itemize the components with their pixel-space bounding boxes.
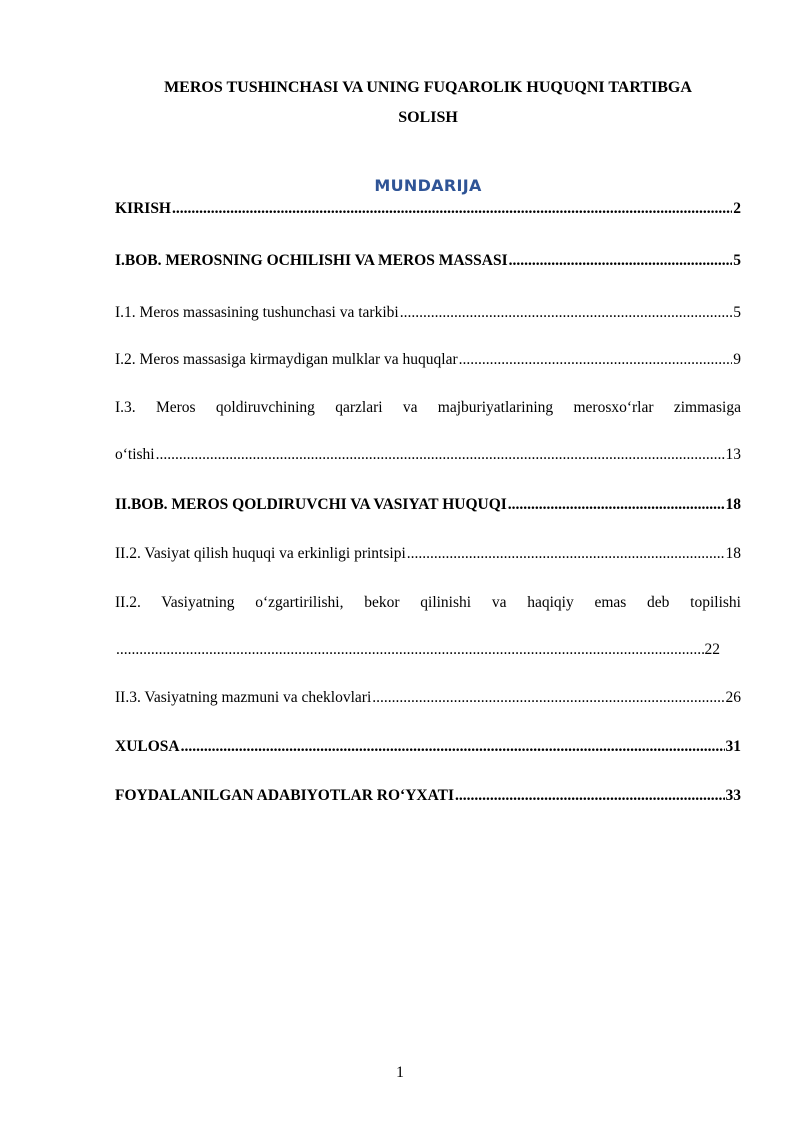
- toc-entry-2-2b-line-1[interactable]: [115, 594, 741, 620]
- toc-entry-label: II.2. Vasiyat qilish huquqi va erkinligi printsipi: [115, 545, 406, 562]
- toc-entry-2-3[interactable]: [115, 689, 741, 715]
- toc-entry-page: 22: [704, 641, 720, 658]
- toc-entry-label: I.2. Meros massasiga kirmaydigan mulklar va huquqlar: [115, 351, 458, 368]
- toc-heading: MUNDARIJA: [374, 176, 482, 195]
- toc-entry-page: 31: [725, 738, 741, 755]
- toc-leader-dots: [372, 689, 724, 707]
- toc-leader-dots: [172, 200, 732, 218]
- toc-entry-label: II.3. Vasiyatning mazmuni va cheklovlari: [115, 689, 372, 706]
- toc-entry-1-1[interactable]: [115, 304, 741, 330]
- toc-leader-dots: [455, 787, 724, 805]
- toc-entry-1-3-line-2[interactable]: [115, 446, 741, 472]
- title-line-1: MEROS TUSHINCHASI VA UNING FUQAROLIK HUQUQNI TARTIBGA: [164, 79, 692, 96]
- toc-leader-dots: [116, 641, 704, 659]
- toc-entry-bob-2[interactable]: [115, 496, 741, 522]
- toc-entry-2-2[interactable]: [115, 545, 741, 571]
- toc-entry-label: FOYDALANILGAN ADABIYOTLAR RO‘YXATI: [115, 787, 455, 804]
- toc-entry-label: II.BOB. MEROS QOLDIRUVCHI VA VASIYAT HUQUQI: [115, 496, 507, 513]
- toc-entry-page: 18: [725, 545, 741, 562]
- toc-leader-dots: [459, 351, 733, 369]
- toc-entry-page: 13: [725, 446, 741, 463]
- document-title: [115, 73, 741, 133]
- toc-entry-bob-1[interactable]: [115, 252, 741, 278]
- toc-leader-dots: [156, 446, 725, 464]
- title-line-2: SOLISH: [398, 109, 458, 126]
- toc-leader-dots: [407, 545, 725, 563]
- toc-entry-1-3-line-1[interactable]: [115, 399, 741, 425]
- toc-entry-1-2[interactable]: [115, 351, 741, 377]
- toc-leader-dots: [400, 304, 733, 322]
- toc-entry-page: 9: [733, 351, 741, 368]
- toc-entry-page: 2: [733, 200, 741, 217]
- toc-entry-label: I.BOB. MEROSNING OCHILISHI VA MEROS MASSASI: [115, 252, 508, 269]
- toc-entry-label: KIRISH: [115, 200, 171, 217]
- toc-entry-label-continued: o‘tishi: [115, 446, 155, 463]
- page-number: 1: [396, 1064, 404, 1081]
- toc-entry-label: XULOSA: [115, 738, 180, 755]
- toc-leader-dots: [509, 252, 733, 270]
- toc-entry-label: I.1. Meros massasining tushunchasi va tarkibi: [115, 304, 399, 321]
- toc-entry-xulosa[interactable]: [115, 738, 741, 764]
- toc-leader-dots: [181, 738, 725, 756]
- toc-entry-page: 5: [733, 252, 741, 269]
- toc-entry-2-2b-line-2[interactable]: [115, 641, 720, 667]
- toc-leader-dots: [508, 496, 725, 514]
- toc-entry-page: 18: [725, 496, 741, 513]
- toc-entry-adabiyotlar[interactable]: [115, 787, 741, 813]
- toc-entry-label: II.2. Vasiyatning o‘zgartirilishi, bekor qilinishi va haqiqiy emas deb topilishi: [115, 594, 741, 611]
- toc-entry-label: I.3. Meros qoldiruvchining qarzlari va majburiyatlarining merosxo‘rlar zimmasiga: [115, 399, 741, 416]
- toc-entry-page: 33: [725, 787, 741, 804]
- toc-entry-page: 26: [725, 689, 741, 706]
- toc-entry-page: 5: [733, 304, 741, 321]
- toc-entry-kirish[interactable]: [115, 200, 741, 226]
